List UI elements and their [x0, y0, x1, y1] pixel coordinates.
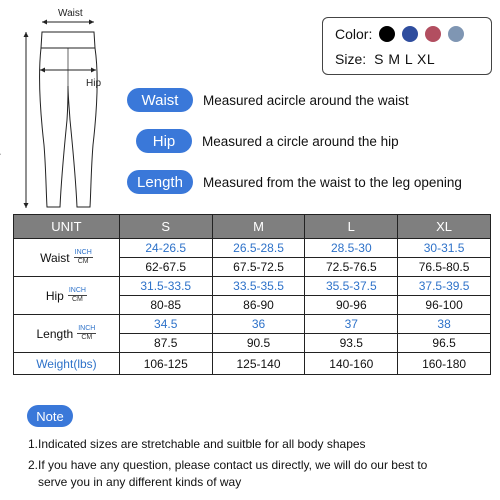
- table-cell: 34.5: [119, 315, 212, 334]
- waist-row-name: Waist: [40, 250, 70, 265]
- table-cell: 140-160: [305, 353, 398, 375]
- table-cell: 24-26.5: [119, 239, 212, 258]
- table-row-hip-inch: [14, 277, 491, 296]
- table-cell: 90-96: [305, 296, 398, 315]
- color-swatch-rose[interactable]: [425, 26, 441, 42]
- size-header-m: M: [212, 215, 305, 239]
- cm-unit: CM: [71, 296, 83, 303]
- waist-description: Measured acircle around the waist: [203, 92, 409, 108]
- table-cell: 33.5-35.5: [212, 277, 305, 296]
- table-cell: 36: [212, 315, 305, 334]
- size-label: Size:: [335, 51, 367, 67]
- legend-length: [127, 170, 462, 194]
- row-label-hip: [14, 277, 120, 315]
- inch-unit: INCH: [78, 325, 96, 332]
- table-cell: 26.5-28.5: [212, 239, 305, 258]
- table-cell: 37: [305, 315, 398, 334]
- table-cell: 62-67.5: [119, 258, 212, 277]
- size-header-xl: XL: [398, 215, 491, 239]
- row-label-length: [14, 315, 120, 353]
- unit-fraction: [74, 249, 93, 266]
- table-cell: 125-140: [212, 353, 305, 375]
- table-row-length-inch: [14, 315, 491, 334]
- table-cell: 31.5-33.5: [119, 277, 212, 296]
- note-line-1: 1.Indicated sizes are stretchable and suitble for all body shapes: [28, 437, 366, 451]
- table-cell: 106-125: [119, 353, 212, 375]
- color-row: [335, 26, 464, 42]
- color-swatch-black[interactable]: [379, 26, 395, 42]
- size-header-l: L: [305, 215, 398, 239]
- length-description: Measured from the waist to the leg opening: [203, 174, 462, 190]
- unit-header: UNIT: [14, 215, 120, 239]
- hip-row-name: Hip: [45, 288, 64, 303]
- size-chart-table: [13, 214, 491, 375]
- table-cell: 76.5-80.5: [398, 258, 491, 277]
- table-cell: 96.5: [398, 334, 491, 353]
- weight-row-name: Weight(lbs): [14, 353, 120, 375]
- cm-unit: CM: [81, 334, 93, 341]
- length-row-name: Length: [36, 326, 74, 341]
- waist-pill: Waist: [127, 88, 193, 112]
- table-row-weight: [14, 353, 491, 375]
- hip-pill: Hip: [136, 129, 192, 153]
- table-cell: 87.5: [119, 334, 212, 353]
- note-badge: Note: [27, 405, 73, 427]
- size-header-s: S: [119, 215, 212, 239]
- table-cell: 35.5-37.5: [305, 277, 398, 296]
- inch-unit: INCH: [68, 287, 86, 294]
- length-pill: Length: [127, 170, 193, 194]
- color-label: Color:: [335, 26, 373, 42]
- table-cell: 90.5: [212, 334, 305, 353]
- leggings-illustration: [0, 0, 130, 215]
- cm-unit: CM: [77, 258, 89, 265]
- legend-hip: [136, 129, 399, 153]
- size-row: [335, 51, 435, 67]
- table-cell: 67.5-72.5: [212, 258, 305, 277]
- table-header-row: [14, 215, 491, 239]
- unit-fraction: [68, 287, 87, 304]
- unit-fraction: [77, 325, 96, 342]
- table-cell: 72.5-76.5: [305, 258, 398, 277]
- table-cell: 80-85: [119, 296, 212, 315]
- table-cell: 86-90: [212, 296, 305, 315]
- table-cell: 37.5-39.5: [398, 277, 491, 296]
- note-line-3: serve you in any different kinds of way: [28, 475, 242, 489]
- table-cell: 160-180: [398, 353, 491, 375]
- legend-waist: [127, 88, 409, 112]
- table-cell: 38: [398, 315, 491, 334]
- inch-unit: INCH: [74, 249, 92, 256]
- hip-description: Measured a circle around the hip: [202, 133, 399, 149]
- color-swatch-navy[interactable]: [402, 26, 418, 42]
- note-line-2: 2.If you have any question, please contact us directly, we will do our best to: [28, 458, 428, 472]
- size-options: S M L XL: [374, 51, 436, 67]
- table-cell: 93.5: [305, 334, 398, 353]
- color-size-box: [322, 17, 492, 75]
- figure-hip-label: Hip: [86, 78, 102, 89]
- table-cell: 28.5-30: [305, 239, 398, 258]
- leggings-outline-icon: [0, 0, 130, 215]
- figure-length-label: [0, 128, 1, 159]
- table-cell: 96-100: [398, 296, 491, 315]
- table-cell: 30-31.5: [398, 239, 491, 258]
- table-row-waist-inch: [14, 239, 491, 258]
- color-swatch-grey-blue[interactable]: [448, 26, 464, 42]
- row-label-waist: [14, 239, 120, 277]
- figure-waist-label: Waist: [58, 8, 83, 19]
